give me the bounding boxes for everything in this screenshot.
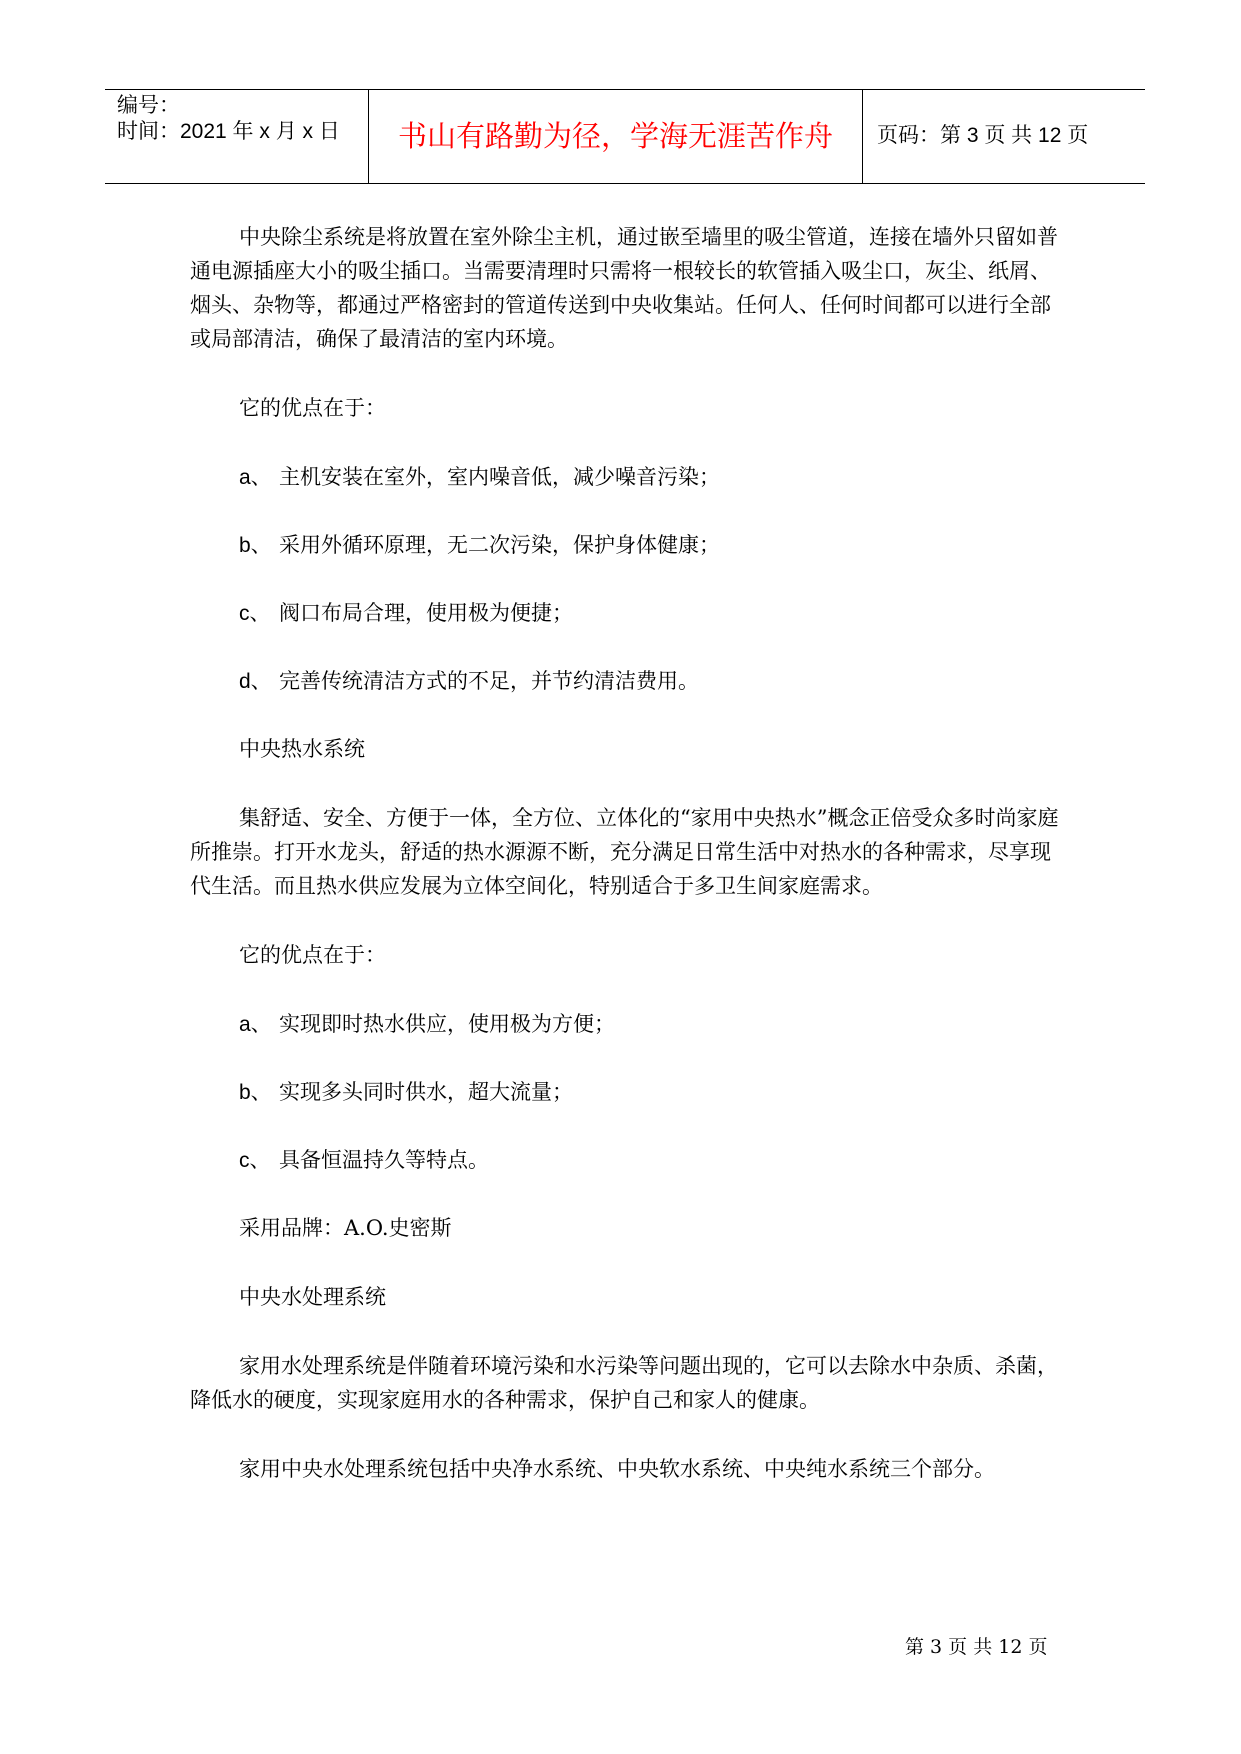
list-item-label: d、 bbox=[239, 670, 272, 693]
header-right-cell bbox=[863, 90, 1145, 183]
list-item-label: b、 bbox=[239, 1081, 272, 1104]
paragraph-central-dust: 中央除尘系统是将放置在室外除尘主机，通过嵌至墙里的吸尘管道，连接在墙外只留如普通电源插座大小的吸尘插口。当需要清理时只需将一根较长的软管插入吸尘口，灰尘、纸屑、烟头、杂物等，都通过严格密封的管道传送到中央收集站。任何人、任何时间都可以进行全部或局部清洁，确保了最清洁的室内环境。 bbox=[190, 225, 1058, 351]
list-item-label: c、 bbox=[239, 1149, 271, 1172]
advantages-list-dust bbox=[190, 460, 1070, 699]
paragraph-water-treatment: 家用水处理系统是伴随着环境污染和水污染等问题出现的，它可以去除水中杂质、杀菌，降低水的硬度，实现家庭用水的各种需求，保护自己和家人的健康。 bbox=[190, 1354, 1058, 1412]
list-item bbox=[190, 1075, 1070, 1110]
list-item-label: c、 bbox=[239, 602, 271, 625]
list-item-label: b、 bbox=[239, 534, 272, 557]
list-item bbox=[190, 664, 1070, 699]
list-item-text: 主机安装在室外，室内噪音低，减少噪音污染； bbox=[279, 465, 720, 489]
page-header bbox=[105, 89, 1145, 184]
section-heading-hot-water: 中央热水系统 bbox=[239, 737, 365, 761]
header-motto: 书山有路勤为径，学海无涯苦作舟 bbox=[397, 119, 833, 153]
header-page-info: 页码：第 3 页 共 12 页 bbox=[877, 124, 1089, 147]
list-item bbox=[190, 528, 1070, 563]
advantages-heading: 它的优点在于： bbox=[239, 943, 386, 967]
list-item bbox=[190, 460, 1070, 495]
advantages-heading: 它的优点在于： bbox=[239, 396, 386, 420]
list-item bbox=[190, 596, 1070, 631]
list-item-text: 具备恒温持久等特点。 bbox=[279, 1148, 489, 1172]
list-item-label: a、 bbox=[239, 1013, 272, 1036]
document-body bbox=[190, 220, 1070, 1486]
header-left-cell bbox=[105, 90, 368, 183]
list-item-text: 实现即时热水供应，使用极为方便； bbox=[279, 1012, 615, 1036]
brand-line: 采用品牌：A.O.史密斯 bbox=[239, 1216, 452, 1240]
list-item-text: 采用外循环原理，无二次污染，保护身体健康； bbox=[279, 533, 720, 557]
list-item-text: 完善传统清洁方式的不足，并节约清洁费用。 bbox=[279, 669, 699, 693]
list-item-text: 阀口布局合理，使用极为便捷； bbox=[279, 601, 573, 625]
list-item-label: a、 bbox=[239, 466, 272, 489]
list-item bbox=[190, 1143, 1070, 1178]
paragraph-water-treatment-parts: 家用中央水处理系统包括中央净水系统、中央软水系统、中央纯水系统三个部分。 bbox=[239, 1457, 995, 1481]
page-footer: 第 3 页 共 12 页 bbox=[905, 1636, 1048, 1658]
header-middle-cell bbox=[368, 90, 863, 183]
paragraph-hot-water: 集舒适、安全、方便于一体，全方位、立体化的“家用中央热水”概念正倍受众多时尚家庭所推崇。打开水龙头，舒适的热水源源不断，充分满足日常生活中对热水的各种需求，尽享现代生活。而且热水供应发展为立体空间化，特别适合于多卫生间家庭需求。 bbox=[190, 806, 1059, 898]
document-date: 时间：2021 年 x 月 x 日 bbox=[117, 120, 340, 143]
list-item bbox=[190, 1007, 1070, 1042]
section-heading-water-treatment: 中央水处理系统 bbox=[239, 1285, 386, 1309]
document-number-label: 编号： bbox=[117, 94, 180, 117]
list-item-text: 实现多头同时供水，超大流量； bbox=[279, 1080, 573, 1104]
advantages-list-hot-water bbox=[190, 1007, 1070, 1178]
